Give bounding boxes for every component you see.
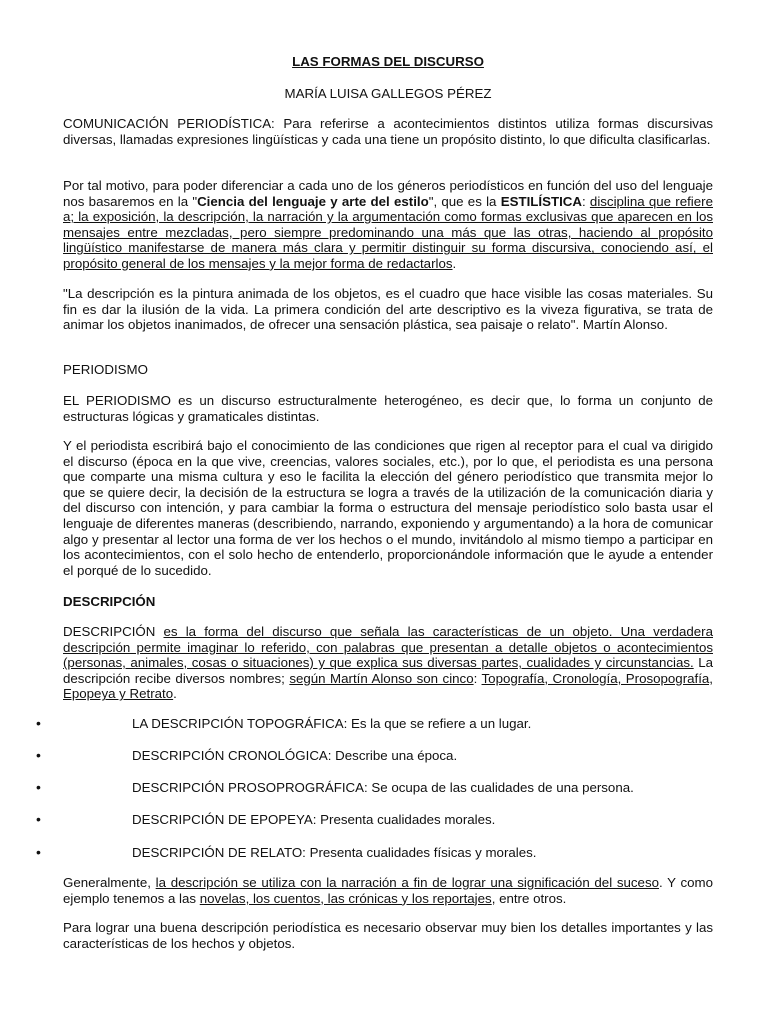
text-span: : bbox=[581, 193, 590, 209]
underlined-text: novelas, los cuentos, las crónicas y los reportajes bbox=[199, 890, 492, 906]
bullet-dot: • bbox=[36, 844, 41, 860]
text-span: DESCRIPCIÓN bbox=[63, 624, 164, 639]
paragraph-descripcion bbox=[63, 624, 713, 702]
bullet-dot: • bbox=[36, 811, 41, 827]
list-item-text: DESCRIPCIÓN DE EPOPEYA: Presenta cualidades morales. bbox=[132, 812, 496, 827]
text-span: : bbox=[473, 670, 482, 686]
paragraph-periodista: Y el periodista escribirá bajo el conocimiento de las condiciones que rigen al receptor para el cual va dirigido el discurso (época en la que vive, creencias, valores sociales, etc.), por lo que, el periodista es una persona que comparte una misma cultura y eso le facilita la elección del género periodístico que transmita mejor lo que se quiere decir, la decisión de la estructura se logra a través de la utilización de la comunicación diaria y del discurso con intención, y para cambiar la forma o estructura del mensaje periodístico solo basta usar el lenguaje de diferentes maneras (describiendo, narrando, exponiendo y argumentando) a la hora de comunicar algo y presentar al lector una forma de ver los hechos o el mundo, invitándolo al mismo tiempo a participar en los acontecimientos, con el solo hecho de entenderlo, proporcionándole información que le ayude a entender el porqué de lo sucedido. bbox=[63, 438, 713, 578]
list-item-text: DESCRIPCIÓN CRONOLÓGICA: Describe una época. bbox=[132, 748, 458, 763]
text-span: Generalmente, bbox=[63, 875, 156, 890]
paragraph-generalmente bbox=[63, 875, 713, 906]
bold-term: ESTILÍSTICA bbox=[500, 193, 582, 209]
document-author: MARÍA LUISA GALLEGOS PÉREZ bbox=[284, 86, 492, 101]
text-span: Por tal motivo, para poder diferenciar a cada uno de los géneros periodísticos en función del uso del lenguaje nos basaremos en la " bbox=[63, 178, 713, 209]
paragraph-estilistica bbox=[63, 178, 713, 272]
bullet-dot: • bbox=[36, 715, 41, 731]
bullet-dot: • bbox=[36, 779, 41, 795]
underlined-text: es la forma del discurso que señala las características de un objeto. Una verdadera descripción permite imaginar lo referido, con palabras que presentan a detalle objetos o acontecimientos (personas, animales, cosas o situaciones) y que explica sus diversas partes, cualidades y circunstancias. bbox=[63, 624, 713, 671]
text-span: . Y como ejemplo tenemos a las bbox=[63, 875, 713, 906]
text-span: , entre otros. bbox=[491, 890, 567, 906]
document-title: LAS FORMAS DEL DISCURSO bbox=[292, 54, 484, 69]
heading-periodismo: PERIODISMO bbox=[63, 362, 148, 377]
paragraph-lograr-descripcion: Para lograr una buena descripción periodística es necesario observar muy bien los detalles importantes y las características de los hechos y objetos. bbox=[63, 920, 713, 951]
paragraph-quote-martin-alonso: "La descripción es la pintura animada de los objetos, es el cuadro que hace visible las cosas materiales. Su fin es dar la ilusión de la vida. La primera condición del arte descriptivo es la viveza figurativa, se trata de animar los objetos inanimados, de ofrecer una sensación plástica, sea paisaje o relato". Martín Alonso. bbox=[63, 286, 713, 333]
text-span: ", que es la bbox=[428, 193, 501, 209]
paragraph-periodismo: EL PERIODISMO es un discurso estructuralmente heterogéneo, es decir que, lo forma un conjunto de estructuras lógicas y gramaticales distintas. bbox=[63, 393, 713, 424]
bullet-dot: • bbox=[36, 747, 41, 763]
list-item-text: DESCRIPCIÓN DE RELATO: Presenta cualidades físicas y morales. bbox=[132, 845, 537, 860]
text-span: . bbox=[452, 255, 457, 271]
underlined-text: la descripción se utiliza con la narración a fin de lograr una significación del suceso bbox=[155, 875, 659, 890]
underlined-text: según Martín Alonso son cinco bbox=[289, 670, 474, 686]
text-span: . bbox=[173, 686, 177, 702]
bold-term: Ciencia del lenguaje y arte del estilo bbox=[197, 193, 429, 209]
heading-descripcion: DESCRIPCIÓN bbox=[63, 594, 156, 609]
paragraph-comunicacion: COMUNICACIÓN PERIODÍSTICA: Para referirse a acontecimientos distintos utiliza formas discursivas diversas, llamadas expresiones lingüísticas y cada una tiene un propósito distinto, lo que dificulta clasificarlas. bbox=[63, 116, 713, 147]
underlined-text: disciplina que refiere a; la exposición, la descripción, la narración y la argumentación como formas exclusivas que aparecen en los mensajes entre mezcladas, pero siempre predominando una más que las otras, haciendo al propósito lingüístico manifestarse de manera más clara y permitir distinguir su forma discursiva, conociendo así, el propósito general de los mensajes y la mejor forma de redactarlos bbox=[63, 193, 713, 271]
list-item-text: DESCRIPCIÓN PROSOPROGRÁFICA: Se ocupa de las cualidades de una persona. bbox=[132, 780, 634, 795]
list-item-text: LA DESCRIPCIÓN TOPOGRÁFICA: Es la que se refiere a un lugar. bbox=[132, 716, 532, 731]
text-span: La descripción recibe diversos nombres; bbox=[63, 655, 713, 686]
underlined-text: Topografía, Cronología, Prosopografía, Epopeya y Retrato bbox=[63, 670, 713, 702]
